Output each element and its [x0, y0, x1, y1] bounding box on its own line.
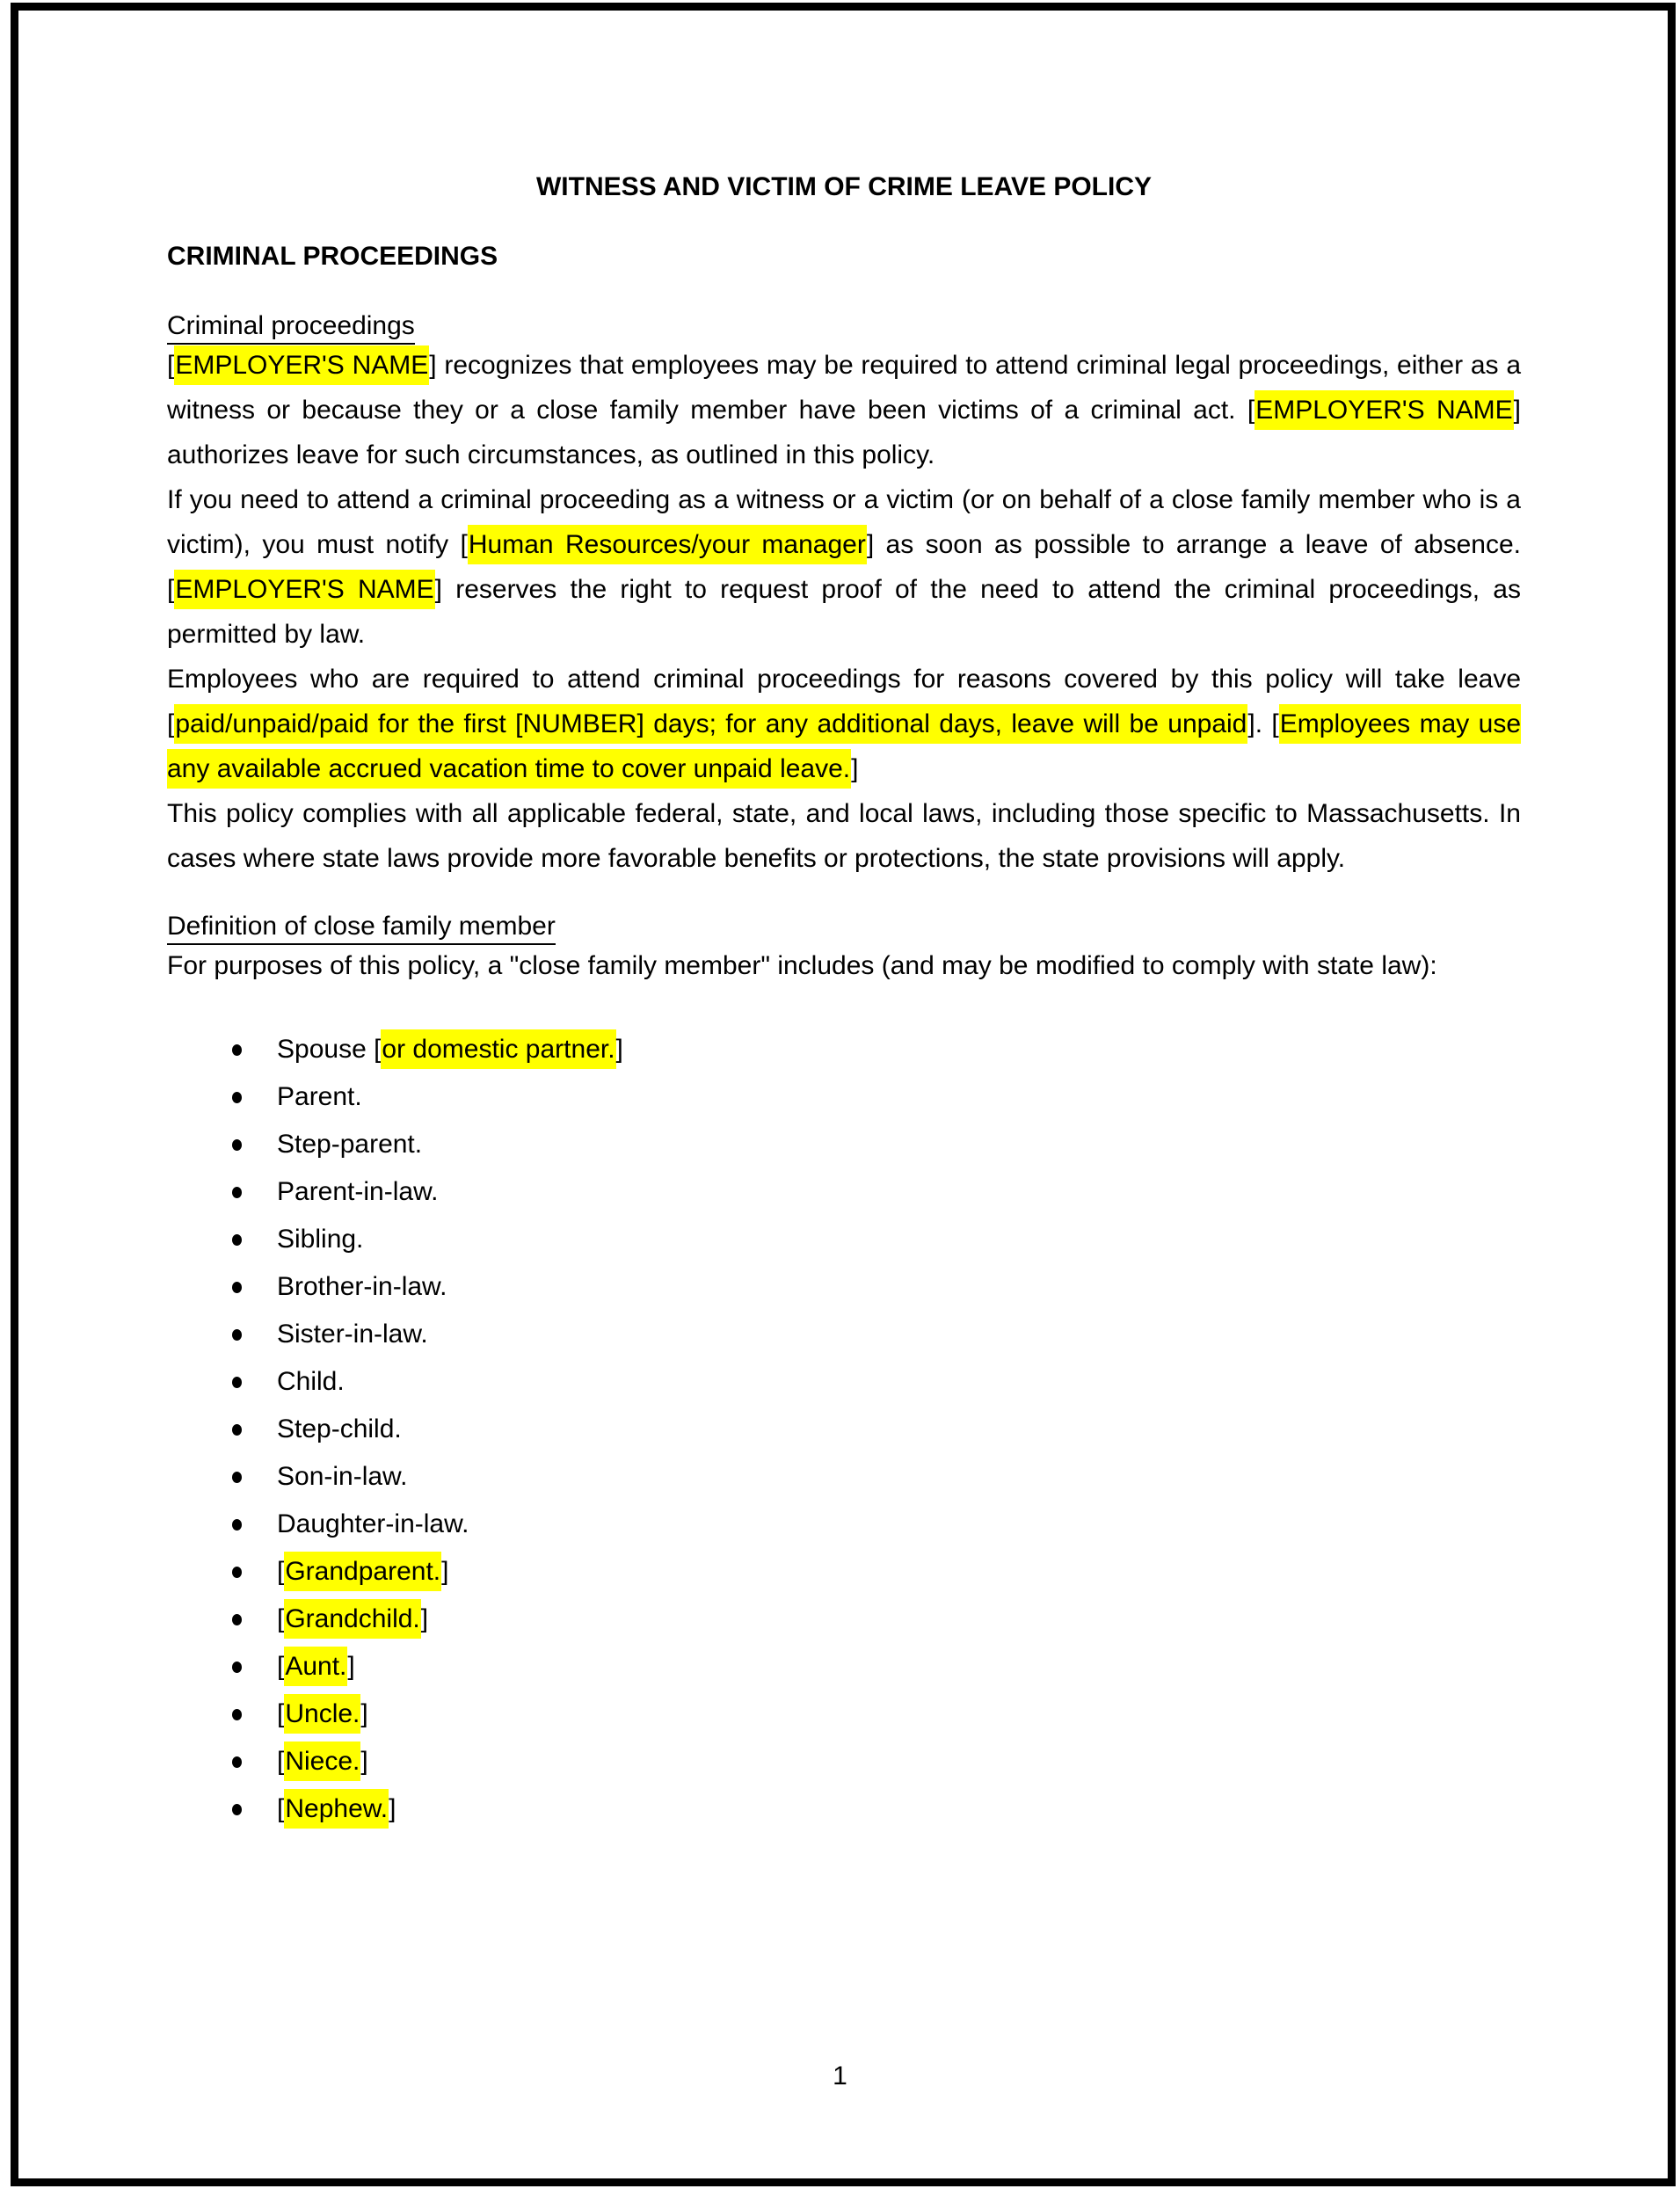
list-item-text	[277, 1599, 428, 1639]
list-item	[167, 1501, 1521, 1548]
text-segment: ]	[360, 1747, 368, 1776]
bullet-icon	[232, 1187, 242, 1198]
text-segment: ]	[441, 1557, 449, 1586]
bullet-icon	[232, 1662, 242, 1673]
highlighted-text: EMPLOYER'S NAME	[1255, 390, 1513, 430]
highlighted-text: Grandchild.	[284, 1599, 420, 1639]
text-segment: [	[167, 351, 175, 380]
list-item-text	[277, 1225, 363, 1254]
paragraph-list-intro	[167, 943, 1521, 988]
text-segment: ]. [	[1247, 709, 1279, 738]
text-segment: Spouse [	[277, 1035, 382, 1064]
bullet-icon	[232, 1804, 242, 1815]
list-item-text	[277, 1694, 368, 1734]
text-segment: Brother-in-law.	[277, 1272, 447, 1301]
list-item	[167, 1216, 1521, 1263]
subheading-definition-text: Definition of close family member	[167, 912, 556, 945]
bullet-icon	[232, 1709, 242, 1720]
text-segment: Daughter-in-law.	[277, 1509, 469, 1538]
list-item-text	[277, 1742, 368, 1781]
text-segment: ] recognizes that employees may be required to attend criminal legal proceedings, either as a witness or because they or a close family member have been victims of a criminal act. [	[167, 351, 1522, 425]
text-segment: ]	[347, 1652, 355, 1681]
list-item	[167, 1263, 1521, 1311]
paragraph-law-compliance	[167, 791, 1521, 881]
text-segment: Sibling.	[277, 1225, 364, 1254]
bullet-icon	[232, 1092, 242, 1103]
highlighted-text: Grandparent.	[284, 1552, 441, 1591]
text-segment: ]	[615, 1035, 623, 1064]
text-segment: [	[277, 1794, 285, 1823]
text-segment: Step-child.	[277, 1414, 402, 1443]
list-item-text	[277, 1082, 362, 1111]
list-item	[167, 1738, 1521, 1785]
list-item	[167, 1785, 1521, 1833]
section-heading: CRIMINAL PROCEEDINGS	[167, 242, 498, 271]
highlighted-text: EMPLOYER'S NAME	[174, 345, 429, 385]
bullet-icon	[232, 1234, 242, 1246]
list-item-text	[277, 1414, 402, 1443]
list-item-text	[277, 1367, 345, 1396]
text-segment: Step-parent.	[277, 1130, 423, 1159]
list-item	[167, 1168, 1521, 1216]
text-segment: Parent.	[277, 1082, 362, 1111]
paragraph-notification-requirement	[167, 477, 1521, 657]
list-item	[167, 1121, 1521, 1168]
bullet-icon	[232, 1424, 242, 1436]
highlighted-text: Employees may use any available accrued vacation time to cover unpaid leave.	[167, 704, 1521, 789]
text-segment: [	[277, 1604, 285, 1633]
highlighted-text: Aunt.	[284, 1647, 347, 1686]
list-item-text	[277, 1177, 438, 1206]
list-item	[167, 1596, 1521, 1643]
text-segment: ] as soon as possible to arrange a leave of absence. [	[167, 530, 1521, 604]
list-item	[167, 1643, 1521, 1691]
text-segment: Sister-in-law.	[277, 1320, 428, 1349]
list-item	[167, 1548, 1521, 1596]
highlighted-text: EMPLOYER'S NAME	[174, 570, 434, 609]
paragraph-employer-recognizes	[167, 343, 1521, 477]
paragraph-leave-pay-terms	[167, 657, 1521, 791]
list-item-text	[277, 1789, 396, 1829]
list-item-text	[277, 1462, 407, 1491]
text-segment: Son-in-law.	[277, 1462, 408, 1491]
text-segment: ]	[420, 1604, 429, 1633]
subheading-criminal-proceedings	[167, 309, 1521, 343]
text-segment: [	[277, 1652, 285, 1681]
list-item-text	[277, 1509, 469, 1538]
text-segment: ]	[389, 1794, 396, 1823]
document-content	[167, 0, 1521, 1833]
text-segment: Child.	[277, 1367, 345, 1396]
subheading-definition	[167, 910, 1521, 943]
highlighted-text: paid/unpaid/paid for the first [NUMBER] days; for any additional days, leave will be unpaid	[174, 704, 1247, 744]
list-item-text	[277, 1272, 447, 1301]
bullet-icon	[232, 1139, 242, 1151]
list-item	[167, 1073, 1521, 1121]
list-item	[167, 1358, 1521, 1406]
text-segment: ] reserves the right to request proof of the need to attend the criminal proceedings, as permitted by law.	[167, 575, 1521, 649]
subheading-criminal-text: Criminal proceedings	[167, 311, 415, 345]
text-segment: ]	[360, 1699, 368, 1728]
text-segment: Parent-in-law.	[277, 1177, 439, 1206]
text-segment: ]	[851, 754, 859, 783]
bullet-icon	[232, 1329, 242, 1341]
highlighted-text: or domestic partner.	[381, 1029, 615, 1069]
text-segment: This policy complies with all applicable federal, state, and local laws, including those specific to Massachusetts. In cases where state laws provide more favorable benefits or protections, the state provisions will apply.	[167, 799, 1521, 873]
highlighted-text: Nephew.	[284, 1789, 389, 1829]
list-item-text	[277, 1552, 448, 1591]
list-item	[167, 1026, 1521, 1073]
highlighted-text: Human Resources/your manager	[468, 525, 867, 564]
text-segment: [	[277, 1747, 285, 1776]
list-item	[167, 1406, 1521, 1453]
document-title: WITNESS AND VICTIM OF CRIME LEAVE POLICY	[535, 172, 1153, 201]
list-item-text	[277, 1647, 355, 1686]
list-item-text	[277, 1130, 422, 1159]
text-segment: Employees who are required to attend criminal proceedings for reasons covered by this policy will take leave [	[167, 665, 1521, 738]
highlighted-text: Niece.	[284, 1742, 360, 1781]
bullet-icon	[232, 1519, 242, 1531]
bullet-icon	[232, 1614, 242, 1625]
text-segment: For purposes of this policy, a "close family member" includes (and may be modified to comply with state law):	[167, 951, 1437, 980]
list-item	[167, 1453, 1521, 1501]
page-number: 1	[833, 2061, 847, 2091]
text-segment: If you need to attend a criminal proceeding as a witness or a victim (or on behalf of a close family member who is a victim), you must notify [	[167, 485, 1521, 559]
list-item	[167, 1691, 1521, 1738]
highlighted-text: Uncle.	[284, 1694, 360, 1734]
bullet-icon	[232, 1472, 242, 1483]
list-item-text	[277, 1029, 623, 1069]
text-segment: [	[277, 1557, 285, 1586]
text-segment: [	[277, 1699, 285, 1728]
list-item	[167, 1311, 1521, 1358]
family-member-list	[167, 1026, 1521, 1833]
list-item-text	[277, 1320, 428, 1349]
bullet-icon	[232, 1377, 242, 1388]
text-segment: ] authorizes leave for such circumstances, as outlined in this policy.	[167, 396, 1521, 469]
bullet-icon	[232, 1567, 242, 1578]
bullet-icon	[232, 1282, 242, 1293]
bullet-icon	[232, 1044, 242, 1056]
bullet-icon	[232, 1756, 242, 1768]
